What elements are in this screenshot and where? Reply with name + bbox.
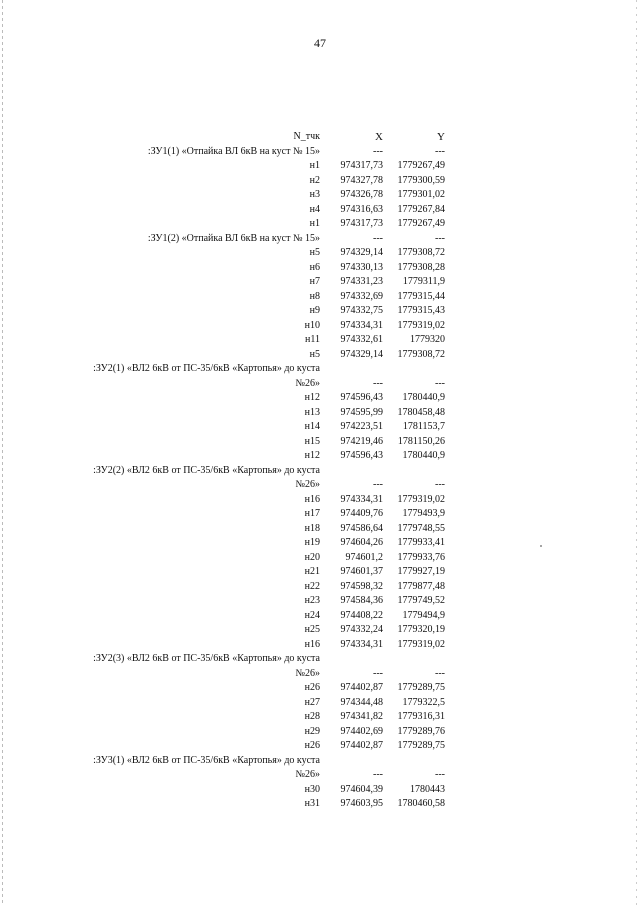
parcel-heading-line: :ЗУ1(1) «Отпайка ВЛ 6кВ на куст № 15» [147, 145, 320, 157]
point-label: н12 [304, 450, 320, 461]
dash-y: --- [435, 145, 445, 157]
point-label: н2 [309, 174, 320, 186]
y-value: 1779322,5 [402, 696, 445, 708]
point-label: н18 [304, 522, 320, 534]
point-label: н8 [309, 290, 320, 302]
x-value: 974402,87 [340, 682, 383, 693]
x-value: 974330,13 [340, 261, 383, 273]
table-row [60, 783, 445, 798]
y-value: 1779933,76 [397, 551, 445, 563]
y-value: 1779493,9 [402, 508, 445, 519]
parcel-dash-row [60, 768, 445, 783]
parcel-section [60, 362, 445, 464]
point-label: н7 [309, 276, 320, 287]
table-row [60, 348, 445, 363]
point-label: н16 [304, 493, 320, 505]
y-value: 1779301,02 [397, 189, 445, 200]
column-header-y: Y [437, 131, 445, 143]
parcel-heading-line: :ЗУ3(1) «ВЛ2 6кВ от ПС-35/6кВ «Картопья» до куста [93, 754, 320, 766]
dash-x: --- [373, 667, 383, 679]
point-label: н26 [304, 740, 320, 751]
table-row [60, 246, 445, 261]
dash-x: --- [373, 377, 383, 389]
dash-x: --- [373, 479, 383, 490]
point-label: н13 [304, 406, 320, 418]
dash-y: --- [435, 667, 445, 679]
x-value: 974331,23 [340, 276, 383, 287]
x-value: 974402,87 [340, 740, 383, 751]
table-row [60, 710, 445, 725]
table-row [60, 406, 445, 421]
page-number: 47 [314, 36, 326, 50]
table-row [60, 449, 445, 464]
y-value: 1779319,02 [397, 319, 445, 331]
point-label: н1 [309, 218, 320, 229]
x-value: 974596,43 [340, 392, 383, 403]
x-value: 974603,95 [340, 798, 383, 809]
y-value: 1779315,43 [397, 305, 445, 316]
table-row [60, 681, 445, 696]
y-value: 1779319,02 [397, 493, 445, 505]
point-label: н10 [304, 319, 320, 331]
dash-x: --- [373, 769, 383, 780]
table-row [60, 391, 445, 406]
point-label: н15 [304, 435, 320, 447]
x-value: 974596,43 [340, 450, 383, 461]
table-row [60, 609, 445, 624]
x-value: 974334,31 [340, 319, 383, 331]
coordinates-table [60, 130, 445, 812]
table-row [60, 580, 445, 595]
y-value: 1779748,55 [397, 522, 445, 534]
x-value: 974604,26 [340, 537, 383, 548]
scan-speck [540, 545, 542, 547]
parcel-section [60, 652, 445, 754]
point-label: н22 [304, 580, 320, 592]
point-label: н29 [304, 725, 320, 737]
table-row [60, 594, 445, 609]
point-label: н31 [304, 798, 320, 809]
point-label: н12 [304, 392, 320, 403]
point-label: н30 [304, 783, 320, 795]
parcel-heading-line: №26» [295, 769, 320, 780]
parcel-dash-row [60, 377, 445, 392]
table-row [60, 493, 445, 508]
y-value: 1780443 [410, 783, 445, 795]
x-value: 974219,46 [340, 435, 383, 447]
point-label: н9 [309, 305, 320, 316]
parcel-heading-line: №26» [295, 479, 320, 490]
x-value: 974223,51 [340, 421, 383, 432]
y-value: 1779315,44 [397, 290, 445, 302]
table-row [60, 203, 445, 218]
dash-y: --- [435, 232, 445, 244]
y-value: 1781153,7 [402, 421, 445, 432]
y-value: 1779308,72 [397, 348, 445, 360]
parcel-section [60, 232, 445, 363]
y-value: 1779311,9 [402, 276, 445, 287]
table-header-row [60, 130, 445, 145]
y-value: 1779927,19 [397, 566, 445, 577]
table-row [60, 275, 445, 290]
point-label: н6 [309, 261, 320, 273]
table-row [60, 217, 445, 232]
table-row [60, 188, 445, 203]
point-label: н28 [304, 711, 320, 722]
x-value: 974595,99 [340, 406, 383, 418]
x-value: 974317,73 [340, 160, 383, 171]
y-value: 1779319,02 [397, 638, 445, 650]
point-label: н4 [309, 203, 320, 215]
point-label: н21 [304, 566, 320, 577]
sections-container [60, 145, 445, 812]
x-value: 974601,2 [345, 551, 383, 563]
point-label: н5 [309, 247, 320, 258]
parcel-heading-line: :ЗУ2(2) «ВЛ2 6кВ от ПС-35/6кВ «Картопья» до куста [93, 464, 320, 476]
x-value: 974586,64 [340, 522, 383, 534]
x-value: 974584,36 [340, 595, 383, 606]
scan-edge-left [2, 0, 3, 905]
x-value: 974332,69 [340, 290, 383, 302]
x-value: 974329,14 [340, 348, 383, 360]
point-label: н14 [304, 421, 320, 432]
x-value: 974334,31 [340, 493, 383, 505]
x-value: 974332,61 [340, 334, 383, 345]
parcel-dash-row [60, 667, 445, 682]
point-label: н27 [304, 696, 320, 708]
table-row [60, 261, 445, 276]
y-value: 1781150,26 [397, 435, 445, 447]
table-row [60, 420, 445, 435]
parcel-heading-line: №26» [295, 667, 320, 679]
table-row [60, 797, 445, 812]
y-value: 1779289,75 [397, 682, 445, 693]
x-value: 974317,73 [340, 218, 383, 229]
table-row [60, 290, 445, 305]
point-label: н23 [304, 595, 320, 606]
parcel-dash-row [60, 478, 445, 493]
x-value: 974332,75 [340, 305, 383, 316]
point-label: н19 [304, 537, 320, 548]
point-label: н26 [304, 682, 320, 693]
y-value: 1780440,9 [402, 392, 445, 403]
dash-x: --- [373, 232, 383, 244]
x-value: 974604,39 [340, 783, 383, 795]
parcel-heading-line: :ЗУ1(2) «Отпайка ВЛ 6кВ на куст № 15» [147, 232, 320, 244]
y-value: 1779316,31 [397, 711, 445, 722]
y-value: 1779749,52 [397, 595, 445, 606]
x-value: 974408,22 [340, 609, 383, 621]
y-value: 1779289,76 [397, 725, 445, 737]
point-label: н25 [304, 624, 320, 635]
dash-y: --- [435, 479, 445, 490]
table-row [60, 536, 445, 551]
y-value: 1779494,9 [402, 609, 445, 621]
x-value: 974598,32 [340, 580, 383, 592]
table-row [60, 696, 445, 711]
parcel-section [60, 754, 445, 812]
x-value: 974334,31 [340, 638, 383, 650]
x-value: 974601,37 [340, 566, 383, 577]
parcel-section [60, 464, 445, 653]
x-value: 974344,48 [340, 696, 383, 708]
table-row [60, 507, 445, 522]
table-row [60, 319, 445, 334]
parcel-heading-line: :ЗУ2(1) «ВЛ2 6кВ от ПС-35/6кВ «Картопья» до куста [93, 363, 320, 374]
table-row [60, 333, 445, 348]
dash-y: --- [435, 769, 445, 780]
y-value: 1779289,75 [397, 740, 445, 751]
parcel-heading-line: №26» [295, 377, 320, 389]
parcel-dash-row [60, 145, 445, 160]
y-value: 1779267,49 [397, 160, 445, 171]
dash-x: --- [373, 145, 383, 157]
dash-y: --- [435, 377, 445, 389]
y-value: 1779877,48 [397, 580, 445, 592]
table-row [60, 638, 445, 653]
table-row [60, 551, 445, 566]
x-value: 974329,14 [340, 247, 383, 258]
y-value: 1779267,49 [397, 218, 445, 229]
parcel-heading-line: :ЗУ2(3) «ВЛ2 6кВ от ПС-35/6кВ «Картопья» до куста [93, 653, 320, 664]
y-value: 1779300,59 [397, 174, 445, 186]
table-row [60, 739, 445, 754]
x-value: 974332,24 [340, 624, 383, 635]
y-value: 1779933,41 [397, 537, 445, 548]
x-value: 974409,76 [340, 508, 383, 519]
table-row [60, 725, 445, 740]
table-row [60, 435, 445, 450]
table-row [60, 174, 445, 189]
point-label: н3 [309, 189, 320, 200]
x-value: 974326,78 [340, 189, 383, 200]
x-value: 974316,63 [340, 203, 383, 215]
scan-edge-right [636, 0, 637, 905]
point-label: н11 [305, 334, 320, 345]
y-value: 1779267,84 [397, 203, 445, 215]
table-row [60, 159, 445, 174]
column-header-x: X [375, 131, 383, 143]
y-value: 1780460,58 [397, 798, 445, 809]
y-value: 1779308,28 [397, 261, 445, 273]
table-row [60, 304, 445, 319]
y-value: 1779320,19 [397, 624, 445, 635]
x-value: 974327,78 [340, 174, 383, 186]
column-header-point: N_тчк [293, 131, 320, 142]
parcel-dash-row [60, 232, 445, 247]
x-value: 974341,82 [340, 711, 383, 722]
point-label: н24 [304, 609, 320, 621]
table-row [60, 565, 445, 580]
point-label: н16 [304, 638, 320, 650]
y-value: 1780440,9 [402, 450, 445, 461]
table-row [60, 522, 445, 537]
table-row [60, 623, 445, 638]
y-value: 1780458,48 [397, 406, 445, 418]
parcel-section [60, 145, 445, 232]
point-label: н5 [309, 348, 320, 360]
x-value: 974402,69 [340, 725, 383, 737]
y-value: 1779320 [410, 334, 445, 345]
point-label: н20 [304, 551, 320, 563]
y-value: 1779308,72 [397, 247, 445, 258]
point-label: н17 [304, 508, 320, 519]
point-label: н1 [309, 160, 320, 171]
